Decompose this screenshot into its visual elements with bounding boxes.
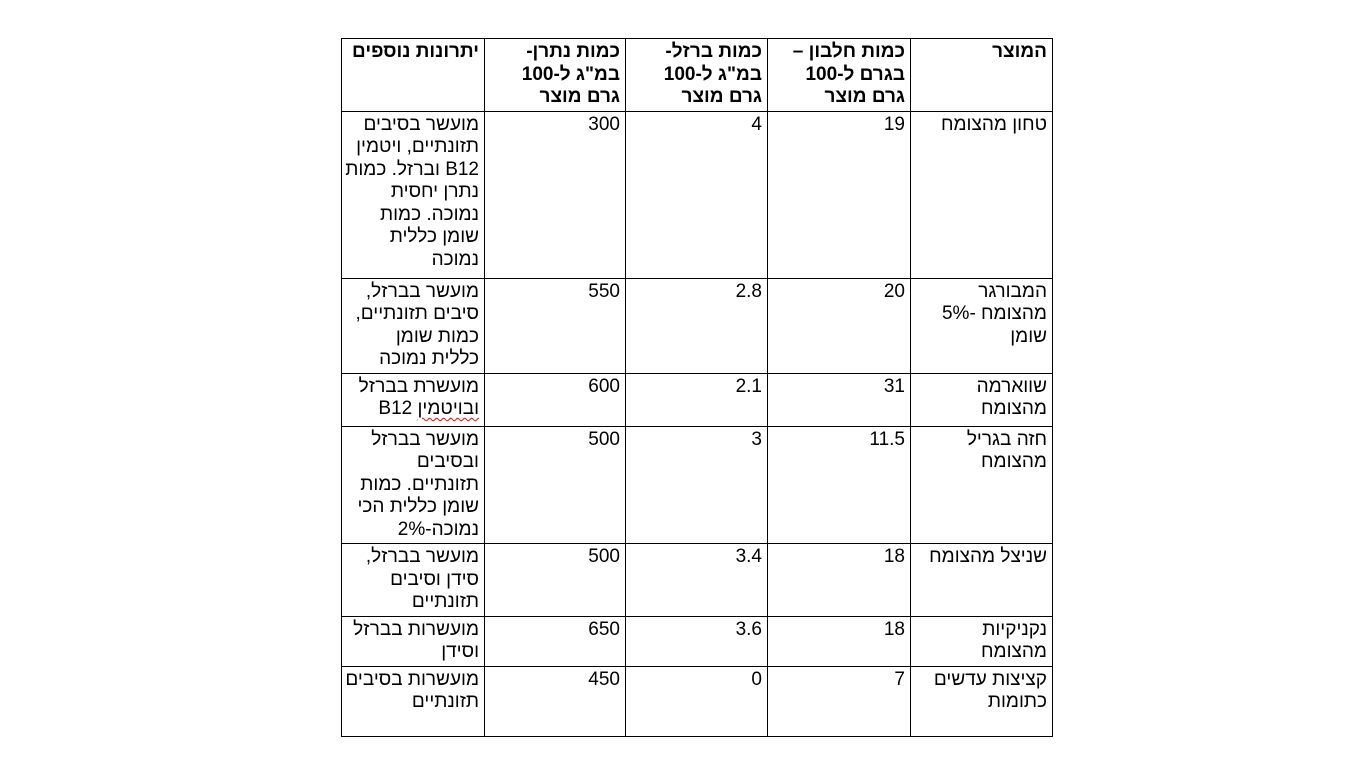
cell-sodium: 500 bbox=[485, 544, 626, 617]
table-row bbox=[342, 426, 1053, 544]
table-header-row bbox=[342, 39, 1053, 112]
cell-benefits: מועשר בברזל, סידן וסיבים תזונתיים bbox=[342, 544, 485, 617]
cell-sodium: 500 bbox=[485, 426, 626, 544]
cell-protein: 18 bbox=[768, 616, 911, 666]
cell-iron: 3.4 bbox=[626, 544, 768, 617]
cell-benefits: מועשרות בברזל וסידן bbox=[342, 616, 485, 666]
cell-product: נקניקיות מהצומח bbox=[911, 616, 1053, 666]
table-row bbox=[342, 666, 1053, 736]
cell-protein: 20 bbox=[768, 278, 911, 373]
cell-protein: 31 bbox=[768, 373, 911, 426]
cell-product: טחון מהצומח bbox=[911, 111, 1053, 278]
column-header-sodium: כמות נתרן- במ"ג ל-100 גרם מוצר bbox=[485, 39, 626, 112]
cell-protein: 7 bbox=[768, 666, 911, 736]
table-body bbox=[342, 111, 1053, 736]
plant-products-nutrition-table bbox=[341, 38, 1053, 737]
cell-protein: 19 bbox=[768, 111, 911, 278]
cell-product: חזה בגריל מהצומח bbox=[911, 426, 1053, 544]
cell-iron: 4 bbox=[626, 111, 768, 278]
table-row bbox=[342, 373, 1053, 426]
cell-product: המבורגר מהצומח -5% שומן bbox=[911, 278, 1053, 373]
cell-iron: 2.8 bbox=[626, 278, 768, 373]
cell-benefits: מועשר בברזל, סיבים תזונתיים, כמות שומן כללית נמוכה bbox=[342, 278, 485, 373]
column-header-product: המוצר bbox=[911, 39, 1053, 112]
cell-benefits: מועשר בסיבים תזונתיים, ויטמין B12 וברזל. כמות נתרן יחסית נמוכה. כמות שומן כללית נמוכה bbox=[342, 111, 485, 278]
cell-sodium: 600 bbox=[485, 373, 626, 426]
cell-product: קציצות עדשים כתומות bbox=[911, 666, 1053, 736]
cell-benefits: מועשר בברזל ובסיבים תזונתיים. כמות שומן כללית הכי נמוכה-2% bbox=[342, 426, 485, 544]
cell-protein: 18 bbox=[768, 544, 911, 617]
cell-product: שניצל מהצומח bbox=[911, 544, 1053, 617]
cell-iron: 3.6 bbox=[626, 616, 768, 666]
column-header-iron: כמות ברזל- במ"ג ל-100 גרם מוצר bbox=[626, 39, 768, 112]
column-header-benefits: יתרונות נוספים bbox=[342, 39, 485, 112]
column-header-protein: כמות חלבון – בגרם ל-100 גרם מוצר bbox=[768, 39, 911, 112]
cell-iron: 2.1 bbox=[626, 373, 768, 426]
cell-iron: 0 bbox=[626, 666, 768, 736]
cell-iron: 3 bbox=[626, 426, 768, 544]
table-row bbox=[342, 544, 1053, 617]
cell-product: שווארמה מהצומח bbox=[911, 373, 1053, 426]
cell-protein: 11.5 bbox=[768, 426, 911, 544]
cell-benefits: מועשרות בסיבים תזונתיים bbox=[342, 666, 485, 736]
table-row bbox=[342, 278, 1053, 373]
table-row bbox=[342, 111, 1053, 278]
cell-sodium: 450 bbox=[485, 666, 626, 736]
misspelled-word: ובויטמין bbox=[417, 398, 479, 419]
cell-benefits: מועשרת בברזל ובויטמין B12 bbox=[342, 373, 485, 426]
cell-sodium: 550 bbox=[485, 278, 626, 373]
cell-sodium: 300 bbox=[485, 111, 626, 278]
table-row bbox=[342, 616, 1053, 666]
cell-sodium: 650 bbox=[485, 616, 626, 666]
